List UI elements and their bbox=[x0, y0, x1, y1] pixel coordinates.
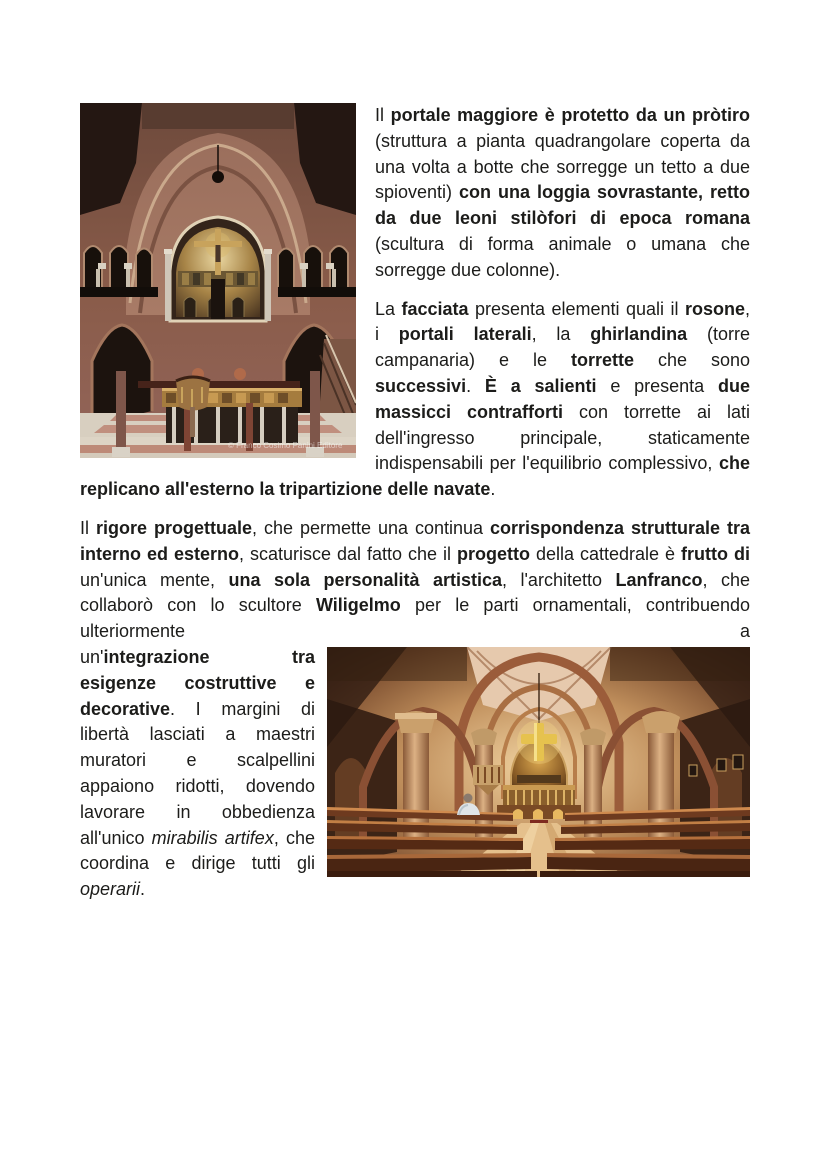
text-run: mirabilis artifex bbox=[151, 827, 274, 848]
text-run: . I margini di libertà lasciati a maestri muratori e scalpellini appaiono ridotti, dovendo lavorare in obbedienza all'unico bbox=[80, 698, 315, 848]
text-run: rigore progettuale bbox=[95, 517, 252, 538]
text-run: portali laterali bbox=[398, 324, 532, 345]
apse-photo-illustration bbox=[80, 103, 356, 458]
text-run: torrette bbox=[570, 350, 634, 371]
text-run: Lanfranco bbox=[615, 569, 703, 590]
text-run: progetto bbox=[457, 543, 530, 564]
text-run: per le parti ornamentali, contribuendo ulteriormente a bbox=[80, 595, 750, 642]
text-run: , che collaborò con lo scultore bbox=[80, 569, 750, 616]
text-run: (scultura di forma animale o umana che sorregge due colonne). bbox=[375, 233, 750, 280]
text-run: portale maggiore è protetto da un pròtiro bbox=[390, 105, 750, 125]
text-run: un' bbox=[80, 646, 104, 667]
photo-watermark: © Franco Cosimo Panini Editore bbox=[228, 441, 343, 450]
text-run: che replicano all'esterno la tripartizione delle navate bbox=[80, 453, 750, 500]
text-run: ghirlandina bbox=[590, 324, 688, 345]
text-run: un'unica mente, bbox=[80, 569, 229, 590]
text-run: (struttura a pianta quadrangolare coperta da una volta a botte che sorregge un tetto a due spioventi) bbox=[375, 130, 750, 203]
text-run: , la bbox=[531, 324, 591, 345]
text-run: . bbox=[466, 375, 485, 396]
text-run: (torre campanaria) e le bbox=[375, 324, 750, 371]
nave-photo bbox=[327, 647, 750, 877]
text-run: . bbox=[490, 479, 496, 500]
text-run: corrispondenza strutturale tra interno ed esterno bbox=[80, 517, 750, 564]
text-run: che sono bbox=[634, 350, 750, 371]
text-run: , l'architetto bbox=[502, 569, 616, 590]
text-run: e presenta bbox=[596, 375, 718, 396]
text-run: due massicci contrafforti bbox=[375, 375, 750, 422]
text-run: presenta elementi quali il bbox=[468, 298, 685, 319]
paragraph-rigore bbox=[80, 516, 750, 645]
text-run: La bbox=[375, 298, 402, 319]
text-run: successivi bbox=[375, 375, 467, 396]
text-run: , che permette una continua bbox=[251, 517, 490, 538]
text-run: della cattedrale è bbox=[530, 543, 682, 564]
text-run: con una loggia sovrastante, retto da due leoni stilòfori di epoca romana bbox=[375, 182, 750, 229]
text-run: rosone bbox=[684, 298, 745, 319]
section-rigore-integrazione bbox=[80, 516, 750, 916]
text-run: . bbox=[140, 879, 146, 900]
text-run: operarii bbox=[80, 879, 141, 900]
text-run: Wiligelmo bbox=[315, 595, 401, 616]
wrap-integrazione bbox=[80, 645, 750, 916]
text-run: Il bbox=[80, 517, 96, 538]
text-run: , i bbox=[375, 298, 750, 345]
text-run: facciata bbox=[401, 298, 469, 319]
text-run: una sola personalità artistica bbox=[228, 569, 503, 590]
text-run: con torrette ai lati dell'ingresso principale, staticamente indispensabili per l'equilibrio complessivo, bbox=[375, 401, 750, 474]
text-run: , che coordina e dirige tutti gli bbox=[80, 827, 316, 874]
text-run: Il bbox=[375, 105, 391, 125]
text-run: frutto di bbox=[681, 543, 750, 564]
nave-photo-illustration bbox=[327, 647, 750, 877]
text-run: È a salienti bbox=[484, 375, 597, 396]
apse-photo bbox=[80, 103, 356, 458]
section-protiro-facciata bbox=[80, 103, 750, 516]
text-run: integrazione tra esigenze costruttive e decorative bbox=[80, 646, 315, 719]
text-run: , scaturisce dal fatto che il bbox=[239, 543, 458, 564]
